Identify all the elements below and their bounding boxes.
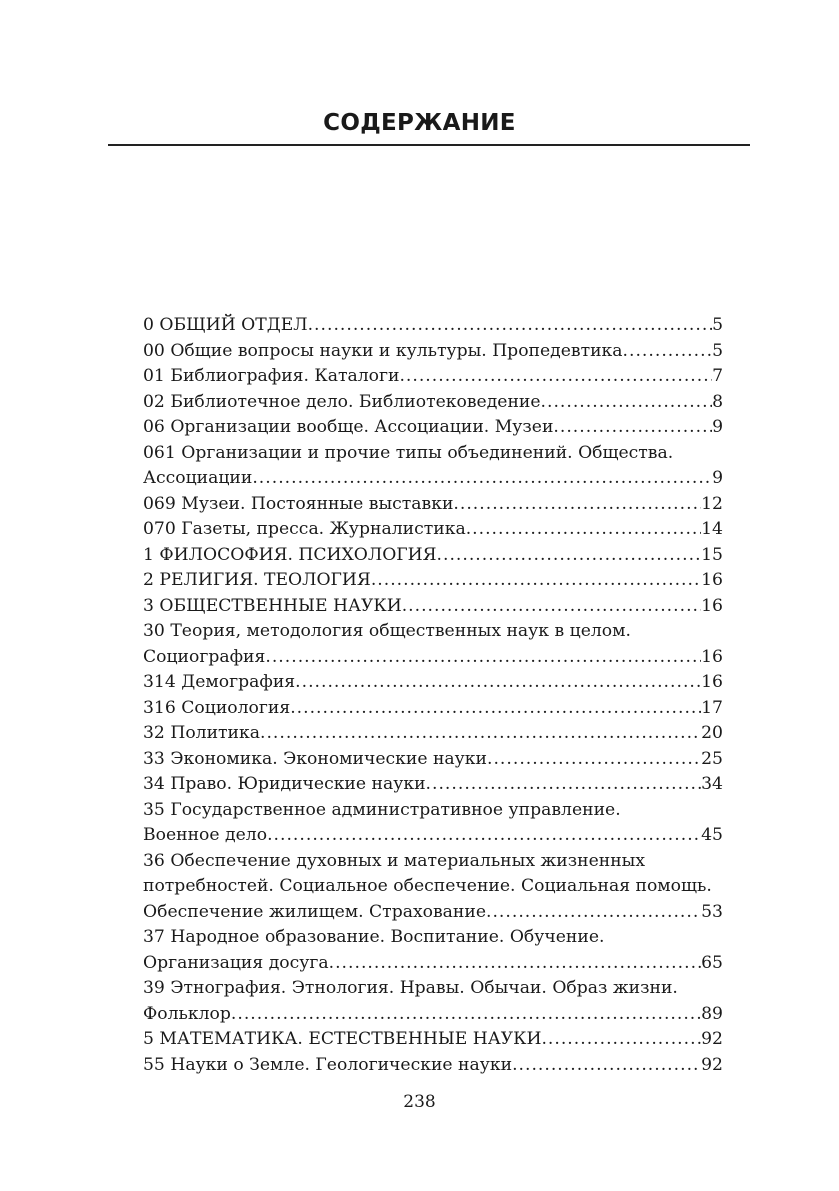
toc-entry-page: 12 — [701, 493, 723, 514]
toc-entry-title: Социография — [143, 646, 266, 667]
toc-entry-line — [143, 823, 723, 849]
toc-entry[interactable] — [143, 313, 723, 339]
toc-entry-title: 3 ОБЩЕСТВЕННЫЕ НАУКИ — [143, 595, 402, 616]
dot-leader — [329, 951, 702, 977]
toc-entry[interactable] — [143, 390, 723, 416]
toc-entry[interactable] — [143, 1027, 723, 1053]
dot-leader — [295, 670, 701, 696]
toc-entry-page: 20 — [701, 723, 723, 743]
dot-leader — [623, 339, 713, 365]
toc-entry-title: потребностей. Социальное обеспечение. Социальная помощь. — [143, 876, 712, 896]
toc-entry-title: 30 Теория, методология общественных наук в целом. — [143, 621, 631, 641]
toc-entry-title: 37 Народное образование. Воспитание. Обучение. — [143, 927, 605, 947]
toc-entry-title: 06 Организации вообще. Ассоциации. Музеи — [143, 417, 554, 437]
toc-entry[interactable] — [143, 517, 723, 543]
toc-entry-page: 53 — [701, 901, 723, 922]
toc-entry-line — [143, 492, 723, 518]
toc-entry-page: 9 — [712, 417, 723, 437]
toc-entry-title: 069 Музеи. Постоянные выставки — [143, 493, 454, 514]
toc-entry[interactable] — [143, 1053, 723, 1079]
toc-entry-page: 7 — [712, 366, 723, 386]
toc-entry-page: 9 — [712, 468, 723, 488]
toc-entry[interactable] — [143, 925, 723, 976]
toc-entry-line — [143, 517, 723, 543]
toc-entry-page: 34 — [701, 774, 723, 794]
page-number: 238 — [403, 1092, 436, 1112]
dot-leader — [265, 645, 701, 671]
toc-entry[interactable] — [143, 747, 723, 773]
toc-entry-line — [143, 390, 723, 416]
toc-entry-line — [143, 747, 723, 773]
toc-entry-page: 92 — [701, 1054, 723, 1075]
toc-entry-page: 5 — [712, 340, 723, 361]
toc-entry-line — [143, 721, 723, 747]
toc-entry[interactable] — [143, 670, 723, 696]
toc-entry-line — [143, 696, 723, 722]
toc-entry[interactable] — [143, 364, 723, 390]
toc-entry-line — [143, 951, 723, 977]
dot-leader — [399, 364, 712, 390]
toc-entry-title: 00 Общие вопросы науки и культуры. Пропедевтика — [143, 340, 623, 361]
toc-entry-line — [143, 619, 723, 645]
toc-entry-title: Организация досуга — [143, 952, 329, 973]
toc-entry[interactable] — [143, 798, 723, 849]
toc-entry-title: 33 Экономика. Экономические науки — [143, 748, 487, 769]
dot-leader — [267, 823, 701, 849]
dot-leader — [308, 313, 712, 339]
toc-entry[interactable] — [143, 492, 723, 518]
dot-leader — [260, 721, 701, 747]
toc-entry[interactable] — [143, 849, 723, 926]
toc-entry-title: 32 Политика — [143, 723, 260, 743]
toc-entry-page: 17 — [701, 697, 723, 718]
toc-entry[interactable] — [143, 543, 723, 569]
toc-entry-title: 01 Библиография. Каталоги — [143, 366, 400, 386]
toc-entry[interactable] — [143, 772, 723, 798]
toc-entry-page: 15 — [701, 544, 723, 565]
dot-leader — [512, 1053, 701, 1079]
dot-leader — [541, 390, 713, 416]
toc-entry-title: Фольклор — [143, 1003, 231, 1024]
toc-entry-title: 2 РЕЛИГИЯ. ТЕОЛОГИЯ — [143, 570, 371, 590]
toc-entry-line — [143, 772, 723, 798]
toc-entry-line — [143, 670, 723, 696]
toc-entry-title: 35 Государственное административное управление. — [143, 799, 621, 820]
toc-entry-page: 65 — [701, 952, 723, 973]
toc-entry-line — [143, 925, 723, 951]
toc-entry-line — [143, 313, 723, 339]
dot-leader — [553, 415, 712, 441]
toc-entry-page: 8 — [712, 391, 723, 412]
toc-entry-line — [143, 849, 723, 875]
toc-entry-line — [143, 415, 723, 441]
toc-entry-line — [143, 441, 723, 467]
toc-entry-page: 16 — [701, 646, 723, 667]
toc-entry-line — [143, 568, 723, 594]
toc-entry-title: 1 ФИЛОСОФИЯ. ПСИХОЛОГИЯ — [143, 544, 437, 565]
toc-entry-page: 5 — [712, 315, 723, 335]
toc-entry-line — [143, 1053, 723, 1079]
toc-entry-line — [143, 339, 723, 365]
toc-entry-line — [143, 1002, 723, 1028]
toc-entry-title: Обеспечение жилищем. Страхование — [143, 901, 486, 922]
toc-entry-page: 16 — [701, 570, 723, 590]
dot-leader — [453, 492, 701, 518]
dot-leader — [466, 517, 701, 543]
toc-entry-line — [143, 1027, 723, 1053]
toc-entry-line — [143, 543, 723, 569]
toc-entry[interactable] — [143, 619, 723, 670]
toc-entry-title: 0 ОБЩИЙ ОТДЕЛ — [143, 315, 308, 335]
toc-entry-title: 314 Демография — [143, 672, 296, 692]
toc-entry-line — [143, 874, 723, 900]
toc-entry[interactable] — [143, 976, 723, 1027]
toc-entry-title: 070 Газеты, пресса. Журналистика — [143, 519, 466, 539]
toc-entry[interactable] — [143, 339, 723, 365]
dot-leader — [541, 1027, 701, 1053]
toc-entry-title: 02 Библиотечное дело. Библиотековедение — [143, 391, 541, 412]
table-of-contents — [143, 313, 723, 1078]
toc-entry-line — [143, 364, 723, 390]
toc-entry[interactable] — [143, 594, 723, 620]
dot-leader — [231, 1002, 701, 1028]
toc-entry-line — [143, 594, 723, 620]
toc-entry-title: 316 Социология — [143, 697, 291, 718]
dot-leader — [487, 747, 701, 773]
toc-entry-line — [143, 976, 723, 1002]
toc-entry[interactable] — [143, 568, 723, 594]
toc-entry-page: 14 — [701, 519, 723, 539]
toc-entry[interactable] — [143, 721, 723, 747]
toc-entry-line — [143, 466, 723, 492]
toc-entry-title: Военное дело — [143, 825, 268, 845]
dot-leader — [437, 543, 702, 569]
toc-entry-page: 45 — [701, 825, 723, 845]
toc-entry[interactable] — [143, 415, 723, 441]
toc-entry-page: 89 — [701, 1003, 723, 1024]
dot-leader — [371, 568, 701, 594]
toc-entry[interactable] — [143, 696, 723, 722]
toc-entry-title: 39 Этнография. Этнология. Нравы. Обычаи. Образ жизни. — [143, 978, 678, 998]
toc-entry-title: 55 Науки о Земле. Геологические науки — [143, 1054, 513, 1075]
dot-leader — [252, 466, 712, 492]
dot-leader — [402, 594, 701, 620]
toc-entry-title: 34 Право. Юридические науки — [143, 774, 426, 794]
toc-entry-title: Ассоциации — [143, 468, 253, 488]
page-title: СОДЕРЖАНИЕ — [323, 110, 516, 136]
toc-entry-page: 16 — [701, 672, 723, 692]
dot-leader — [426, 772, 702, 798]
toc-entry-line — [143, 645, 723, 671]
toc-entry[interactable] — [143, 441, 723, 492]
toc-entry-title: 36 Обеспечение духовных и материальных жизненных — [143, 850, 646, 871]
dot-leader — [290, 696, 701, 722]
toc-entry-title: 5 МАТЕМАТИКА. ЕСТЕСТВЕННЫЕ НАУКИ — [143, 1029, 542, 1049]
toc-entry-line — [143, 900, 723, 926]
toc-entry-title: 061 Организации и прочие типы объединений. Общества. — [143, 442, 674, 463]
dot-leader — [486, 900, 701, 926]
toc-entry-page: 92 — [701, 1029, 723, 1049]
toc-entry-page: 16 — [701, 595, 723, 616]
toc-entry-page: 25 — [701, 748, 723, 769]
title-underline — [108, 144, 750, 146]
toc-entry-line — [143, 798, 723, 824]
